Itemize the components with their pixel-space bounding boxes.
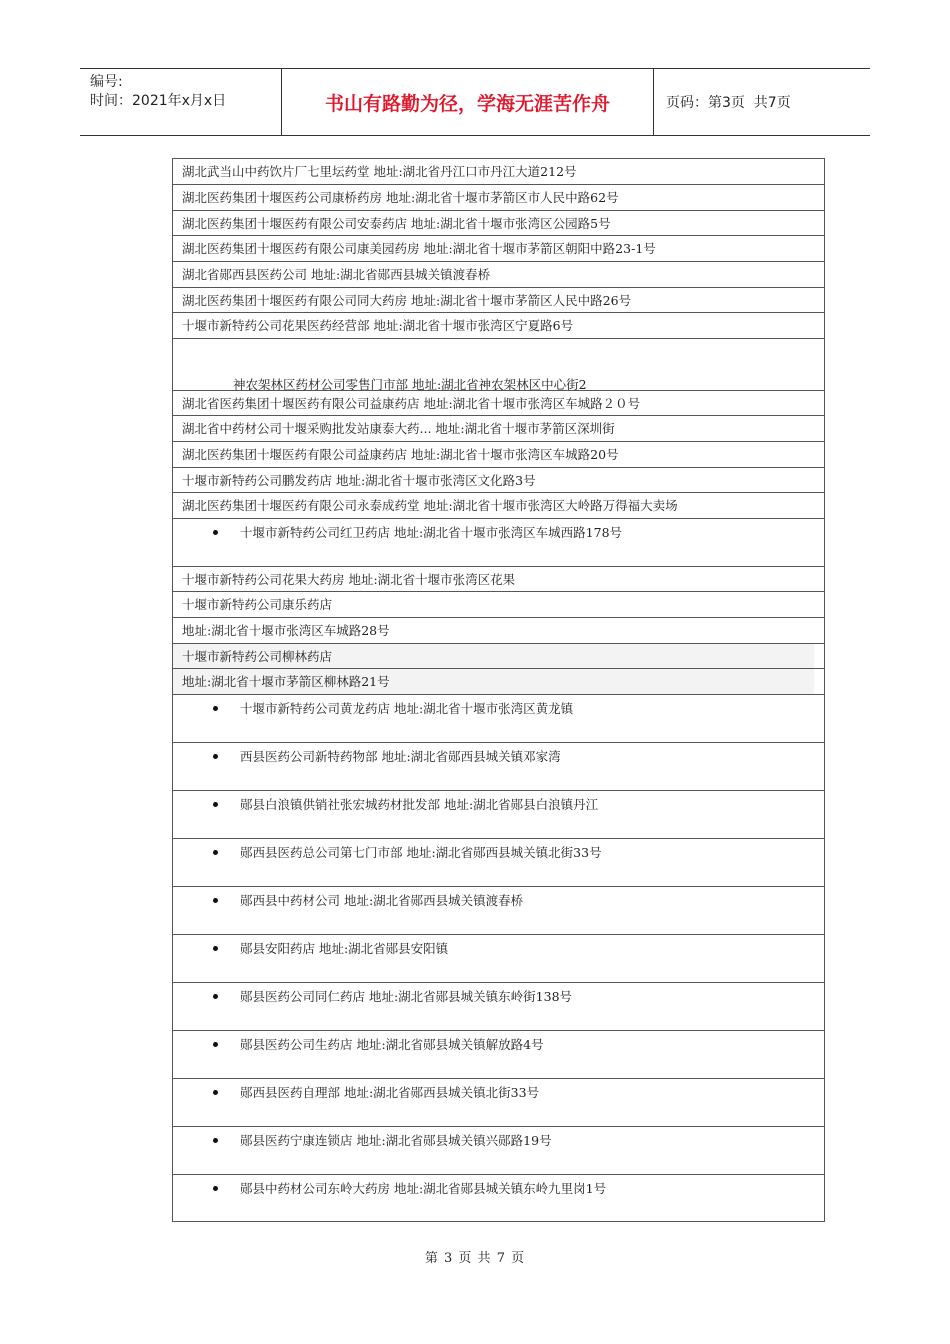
list-item [173,1079,824,1127]
list-item [173,695,824,743]
table-row [173,159,824,185]
table-row [173,644,824,669]
row-text: 郧县医药宁康连锁店 地址:湖北省郧县城关镇兴郧路19号 [240,1133,552,1148]
row-text: 湖北医药集团十堰医药有限公司益康药店 地址:湖北省十堰市张湾区车城路20号 [182,447,619,462]
row-text: 湖北省医药集团十堰医药有限公司益康药店 地址:湖北省十堰市张湾区车城路２０号 [182,396,641,411]
table-row [173,669,824,695]
table-row [173,618,824,644]
bullet-icon [213,946,218,951]
table-row [173,339,824,391]
row-text: 湖北省郧西县医药公司 地址:湖北省郧西县城关镇渡春桥 [182,267,491,282]
table-row [173,185,824,211]
table-row [173,592,824,618]
list-item [173,839,824,887]
pharmacy-list-table [172,158,825,1222]
list-item [173,1127,824,1175]
row-text: 十堰市新特药公司花果大药房 地址:湖北省十堰市张湾区花果 [182,572,516,587]
list-item [173,983,824,1031]
table-row [173,416,824,442]
table-row [173,442,824,468]
row-text: 地址:湖北省十堰市茅箭区柳林路21号 [182,674,390,689]
header-page-number [654,69,870,135]
table-row [173,313,824,339]
table-row [173,493,824,519]
table-row [173,567,824,592]
row-text: 郧西县医药自理部 地址:湖北省郧西县城关镇北街33号 [240,1085,540,1100]
table-row [173,288,824,313]
row-text: 郧县医药公司生药店 地址:湖北省郧县城关镇解放路4号 [240,1037,544,1052]
table-row [173,236,824,262]
row-text: 郧县白浪镇供销社张宏城药材批发部 地址:湖北省郧县白浪镇丹江 [240,797,599,812]
row-text: 湖北省中药材公司十堰采购批发站康泰大药... 地址:湖北省十堰市茅箭区深圳街 [182,421,615,436]
list-item [173,1031,824,1079]
bullet-icon [213,1090,218,1095]
row-text: 十堰市新特药公司花果医药经营部 地址:湖北省十堰市张湾区宁夏路6号 [182,318,574,333]
row-text: 地址:湖北省十堰市张湾区车城路28号 [182,623,390,638]
header-meta [80,69,282,135]
table-row [173,468,824,493]
table-row [173,391,824,416]
row-text: 十堰市新特药公司黄龙药店 地址:湖北省十堰市张湾区黄龙镇 [240,701,574,716]
list-item [173,743,824,791]
row-text: 十堰市新特药公司红卫药店 地址:湖北省十堰市张湾区车城西路178号 [240,525,623,540]
document-number-label: 编号: [90,74,123,90]
row-text: 西县医药公司新特药物部 地址:湖北省郧西县城关镇邓家湾 [240,749,561,764]
list-item [173,935,824,983]
row-text: 湖北医药集团十堰医药有限公司永泰成药堂 地址:湖北省十堰市张湾区大岭路万得福大卖场 [182,498,678,513]
row-text: 十堰市新特药公司鹏发药店 地址:湖北省十堰市张湾区文化路3号 [182,473,536,488]
row-text: 湖北武当山中药饮片厂七里坛药堂 地址:湖北省丹江口市丹江大道212号 [182,164,577,179]
document-date: 时间：2021年x月x日 [90,93,227,109]
row-text: 湖北医药集团十堰医药公司康桥药房 地址:湖北省十堰市茅箭区市人民中路62号 [182,190,619,205]
bullet-icon [213,1042,218,1047]
bullet-icon [213,754,218,759]
row-text: 神农架林区药材公司零售门市部 地址:湖北省神农架林区中心街2 [233,377,587,391]
row-text: 湖北医药集团十堰医药有限公司同大药房 地址:湖北省十堰市茅箭区人民中路26号 [182,293,632,308]
table-row [173,211,824,236]
row-text: 郧西县中药材公司 地址:湖北省郧西县城关镇渡春桥 [240,893,524,908]
list-item [173,887,824,935]
row-text: 十堰市新特药公司康乐药店 [182,597,333,612]
bullet-icon [213,530,218,535]
row-text: 郧县安阳药店 地址:湖北省郧县安阳镇 [240,941,449,956]
page-footer: 第 3 页 共 7 页 [424,1251,526,1266]
list-item [173,1175,824,1221]
bullet-icon [213,1138,218,1143]
row-text: 郧县医药公司同仁药店 地址:湖北省郧县城关镇东岭街138号 [240,989,573,1004]
row-text: 郧县中药材公司东岭大药房 地址:湖北省郧县城关镇东岭九里岗1号 [240,1181,607,1196]
list-item [173,791,824,839]
row-text: 十堰市新特药公司柳林药店 [182,649,333,664]
bullet-icon [213,802,218,807]
row-text: 湖北医药集团十堰医药有限公司安泰药店 地址:湖北省十堰市张湾区公园路5号 [182,216,611,231]
row-text: 湖北医药集团十堰医药有限公司康美园药房 地址:湖北省十堰市茅箭区朝阳中路23-1号 [182,241,656,256]
bullet-icon [213,706,218,711]
row-text: 郧西县医药总公司第七门市部 地址:湖北省郧西县城关镇北街33号 [240,845,602,860]
page-header [80,68,870,136]
table-row [173,262,824,288]
page-number-label: 页码：第3页 共7页 [666,95,791,111]
header-motto: 书山有路勤为径，学海无涯苦作舟 [282,69,654,135]
bullet-icon [213,994,218,999]
list-item [173,519,824,567]
bullet-icon [213,1186,218,1191]
bullet-icon [213,898,218,903]
bullet-icon [213,850,218,855]
